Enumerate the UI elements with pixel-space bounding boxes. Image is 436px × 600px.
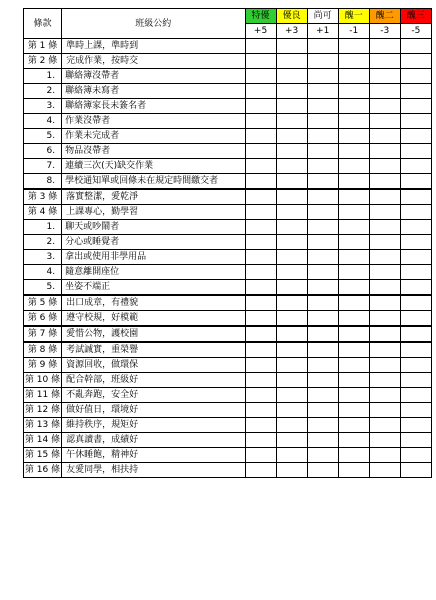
score-cell[interactable] xyxy=(369,99,400,114)
score-cell[interactable] xyxy=(369,326,400,342)
score-cell[interactable] xyxy=(338,280,369,296)
score-cell[interactable] xyxy=(276,114,307,129)
rule-row xyxy=(24,418,432,433)
rule-row xyxy=(24,358,432,373)
rule-row xyxy=(24,295,432,311)
sub-rule-number: 8. xyxy=(24,174,62,190)
rule-row xyxy=(24,433,432,448)
score-cell[interactable] xyxy=(400,433,431,448)
rule-number: 第 7 條 xyxy=(24,326,62,342)
score-cell[interactable] xyxy=(307,373,338,388)
score-cell[interactable] xyxy=(245,189,276,205)
score-cell[interactable] xyxy=(338,388,369,403)
score-cell[interactable] xyxy=(369,69,400,84)
score-cell[interactable] xyxy=(400,159,431,174)
score-cell[interactable] xyxy=(338,418,369,433)
score-cell[interactable] xyxy=(245,159,276,174)
sub-rule-row xyxy=(24,69,432,84)
score-cell[interactable] xyxy=(400,39,431,54)
rule-number: 第 2 條 xyxy=(24,54,62,69)
score-cell[interactable] xyxy=(307,280,338,296)
sub-rule-text: 作業未完成者 xyxy=(62,129,245,144)
score-cell[interactable] xyxy=(307,463,338,478)
score-cell[interactable] xyxy=(276,342,307,358)
level-label: 優良 xyxy=(276,9,307,24)
rule-number: 第 6 條 xyxy=(24,311,62,327)
score-cell[interactable] xyxy=(276,265,307,280)
score-cell[interactable] xyxy=(307,114,338,129)
rule-number: 第 15 條 xyxy=(24,448,62,463)
score-cell[interactable] xyxy=(307,99,338,114)
rules-body xyxy=(24,39,432,478)
score-cell[interactable] xyxy=(338,265,369,280)
rule-row xyxy=(24,311,432,327)
sub-rule-text: 物品沒帶者 xyxy=(62,144,245,159)
sub-rule-row xyxy=(24,280,432,296)
score-cell[interactable] xyxy=(369,174,400,190)
score-cell[interactable] xyxy=(338,144,369,159)
level-points: -1 xyxy=(338,24,369,39)
sub-rule-text: 隨意離開座位 xyxy=(62,265,245,280)
score-cell[interactable] xyxy=(276,69,307,84)
score-cell[interactable] xyxy=(307,235,338,250)
score-cell[interactable] xyxy=(307,39,338,54)
rule-text: 完成作業，按時交 xyxy=(62,54,245,69)
score-cell[interactable] xyxy=(276,373,307,388)
score-cell[interactable] xyxy=(338,129,369,144)
score-cell[interactable] xyxy=(307,129,338,144)
score-cell[interactable] xyxy=(369,84,400,99)
rule-number: 第 1 條 xyxy=(24,39,62,54)
rule-row xyxy=(24,342,432,358)
score-cell[interactable] xyxy=(245,295,276,311)
score-cell[interactable] xyxy=(245,69,276,84)
sub-rule-number: 3. xyxy=(24,250,62,265)
score-cell[interactable] xyxy=(307,311,338,327)
score-cell[interactable] xyxy=(338,99,369,114)
score-cell[interactable] xyxy=(245,144,276,159)
score-cell[interactable] xyxy=(338,463,369,478)
score-cell[interactable] xyxy=(338,311,369,327)
score-cell[interactable] xyxy=(369,295,400,311)
score-cell[interactable] xyxy=(369,373,400,388)
score-cell[interactable] xyxy=(400,144,431,159)
score-cell[interactable] xyxy=(369,114,400,129)
score-cell[interactable] xyxy=(307,250,338,265)
rule-text: 愛惜公物，護校園 xyxy=(62,326,245,342)
rule-row xyxy=(24,403,432,418)
score-cell[interactable] xyxy=(276,358,307,373)
level-points: +1 xyxy=(307,24,338,39)
score-cell[interactable] xyxy=(400,84,431,99)
score-cell[interactable] xyxy=(307,433,338,448)
rule-row xyxy=(24,448,432,463)
rule-text: 配合幹部，班級好 xyxy=(62,373,245,388)
score-cell[interactable] xyxy=(400,388,431,403)
rule-text: 遵守校規，好模範 xyxy=(62,311,245,327)
score-cell[interactable] xyxy=(307,388,338,403)
rule-number: 第 10 條 xyxy=(24,373,62,388)
score-cell[interactable] xyxy=(245,448,276,463)
rule-text: 不亂奔跑，安全好 xyxy=(62,388,245,403)
score-cell[interactable] xyxy=(338,403,369,418)
score-cell[interactable] xyxy=(276,220,307,235)
sub-rule-row xyxy=(24,220,432,235)
sub-rule-text: 聯絡簿未寫者 xyxy=(62,84,245,99)
rule-number: 第 16 條 xyxy=(24,463,62,478)
score-cell[interactable] xyxy=(276,388,307,403)
score-cell[interactable] xyxy=(369,388,400,403)
header-rule-label: 班級公約 xyxy=(62,9,245,39)
score-cell[interactable] xyxy=(369,463,400,478)
score-cell[interactable] xyxy=(276,418,307,433)
score-cell[interactable] xyxy=(400,295,431,311)
score-cell[interactable] xyxy=(369,129,400,144)
sub-rule-number: 2. xyxy=(24,235,62,250)
rule-text: 認真讀書，成績好 xyxy=(62,433,245,448)
score-cell[interactable] xyxy=(245,99,276,114)
sub-rule-number: 7. xyxy=(24,159,62,174)
rule-text: 落實整潔，愛乾淨 xyxy=(62,189,245,205)
score-cell[interactable] xyxy=(307,205,338,220)
score-cell[interactable] xyxy=(338,159,369,174)
rule-number: 第 9 條 xyxy=(24,358,62,373)
score-cell[interactable] xyxy=(276,403,307,418)
score-cell[interactable] xyxy=(276,295,307,311)
score-cell[interactable] xyxy=(276,174,307,190)
score-cell[interactable] xyxy=(400,205,431,220)
score-cell[interactable] xyxy=(276,189,307,205)
score-cell[interactable] xyxy=(276,205,307,220)
score-cell[interactable] xyxy=(245,174,276,190)
score-cell[interactable] xyxy=(400,403,431,418)
score-cell[interactable] xyxy=(245,463,276,478)
score-cell[interactable] xyxy=(338,342,369,358)
score-cell[interactable] xyxy=(338,433,369,448)
score-cell[interactable] xyxy=(400,311,431,327)
rule-row xyxy=(24,205,432,220)
sub-rule-text: 拿出或使用非學用品 xyxy=(62,250,245,265)
score-cell[interactable] xyxy=(369,311,400,327)
score-cell[interactable] xyxy=(369,265,400,280)
score-cell[interactable] xyxy=(307,342,338,358)
score-cell[interactable] xyxy=(400,235,431,250)
score-cell[interactable] xyxy=(400,463,431,478)
level-points: -3 xyxy=(369,24,400,39)
score-cell[interactable] xyxy=(338,358,369,373)
score-cell[interactable] xyxy=(245,433,276,448)
level-points: -5 xyxy=(400,24,431,39)
score-cell[interactable] xyxy=(400,69,431,84)
sub-rule-number: 4. xyxy=(24,114,62,129)
rule-text: 考試誠實，重榮譽 xyxy=(62,342,245,358)
score-cell[interactable] xyxy=(369,403,400,418)
score-cell[interactable] xyxy=(369,159,400,174)
score-cell[interactable] xyxy=(245,250,276,265)
score-cell[interactable] xyxy=(400,342,431,358)
sub-rule-row xyxy=(24,99,432,114)
score-cell[interactable] xyxy=(276,129,307,144)
score-cell[interactable] xyxy=(400,174,431,190)
sub-rule-text: 聊天或吵鬧者 xyxy=(62,220,245,235)
rule-text: 上課專心，勤學習 xyxy=(62,205,245,220)
score-cell[interactable] xyxy=(276,250,307,265)
sub-rule-number: 5. xyxy=(24,129,62,144)
rule-number: 第 8 條 xyxy=(24,342,62,358)
score-cell[interactable] xyxy=(400,220,431,235)
score-cell[interactable] xyxy=(338,205,369,220)
score-cell[interactable] xyxy=(276,448,307,463)
level-label: 尚可 xyxy=(307,9,338,24)
score-cell[interactable] xyxy=(307,69,338,84)
score-cell[interactable] xyxy=(276,235,307,250)
score-cell[interactable] xyxy=(245,311,276,327)
sub-rule-number: 4. xyxy=(24,265,62,280)
sub-rule-row xyxy=(24,144,432,159)
score-cell[interactable] xyxy=(307,54,338,69)
rule-number: 第 14 條 xyxy=(24,433,62,448)
score-cell[interactable] xyxy=(307,418,338,433)
sub-rule-row xyxy=(24,114,432,129)
rule-row xyxy=(24,39,432,54)
level-label: 醜一 xyxy=(338,9,369,24)
score-cell[interactable] xyxy=(369,189,400,205)
sub-rule-number: 6. xyxy=(24,144,62,159)
rule-number: 第 4 條 xyxy=(24,205,62,220)
score-cell[interactable] xyxy=(307,265,338,280)
sub-rule-row xyxy=(24,250,432,265)
sub-rule-row xyxy=(24,265,432,280)
score-cell[interactable] xyxy=(307,448,338,463)
score-cell[interactable] xyxy=(400,280,431,296)
rule-text: 資源回收，做環保 xyxy=(62,358,245,373)
score-cell[interactable] xyxy=(276,144,307,159)
score-cell[interactable] xyxy=(245,205,276,220)
score-cell[interactable] xyxy=(400,250,431,265)
score-cell[interactable] xyxy=(245,265,276,280)
score-cell[interactable] xyxy=(276,433,307,448)
score-cell[interactable] xyxy=(307,189,338,205)
score-cell[interactable] xyxy=(369,220,400,235)
level-label: 特優 xyxy=(245,9,276,24)
score-cell[interactable] xyxy=(369,205,400,220)
score-cell[interactable] xyxy=(307,159,338,174)
score-cell[interactable] xyxy=(400,114,431,129)
score-cell[interactable] xyxy=(276,54,307,69)
score-cell[interactable] xyxy=(307,358,338,373)
score-cell[interactable] xyxy=(338,69,369,84)
score-cell[interactable] xyxy=(338,295,369,311)
score-cell[interactable] xyxy=(245,403,276,418)
score-cell[interactable] xyxy=(338,54,369,69)
sub-rule-text: 學校通知單或回條未在規定時間繳交者 xyxy=(62,174,245,190)
sub-rule-row xyxy=(24,174,432,190)
score-cell[interactable] xyxy=(307,403,338,418)
score-cell[interactable] xyxy=(307,220,338,235)
rule-text: 做好值日，環境好 xyxy=(62,403,245,418)
score-cell[interactable] xyxy=(276,311,307,327)
sub-rule-text: 分心或睡覺者 xyxy=(62,235,245,250)
score-cell[interactable] xyxy=(276,99,307,114)
sub-rule-number: 3. xyxy=(24,99,62,114)
sub-rule-text: 聯絡簿家長未簽名者 xyxy=(62,99,245,114)
score-cell[interactable] xyxy=(400,54,431,69)
score-cell[interactable] xyxy=(245,39,276,54)
score-cell[interactable] xyxy=(307,144,338,159)
score-cell[interactable] xyxy=(369,54,400,69)
score-cell[interactable] xyxy=(338,326,369,342)
score-cell[interactable] xyxy=(338,235,369,250)
score-cell[interactable] xyxy=(276,39,307,54)
score-cell[interactable] xyxy=(400,129,431,144)
sub-rule-text: 連續三次(天)缺交作業 xyxy=(62,159,245,174)
rule-row xyxy=(24,373,432,388)
score-cell[interactable] xyxy=(369,144,400,159)
score-cell[interactable] xyxy=(245,54,276,69)
score-cell[interactable] xyxy=(369,250,400,265)
rule-text: 維持秩序，規矩好 xyxy=(62,418,245,433)
level-points: +3 xyxy=(276,24,307,39)
rule-text: 準時上課，準時到 xyxy=(62,39,245,54)
score-cell[interactable] xyxy=(369,433,400,448)
score-cell[interactable] xyxy=(307,174,338,190)
rule-text: 出口成章，有禮貌 xyxy=(62,295,245,311)
score-cell[interactable] xyxy=(338,373,369,388)
score-cell[interactable] xyxy=(245,84,276,99)
score-cell[interactable] xyxy=(338,250,369,265)
rule-row xyxy=(24,388,432,403)
level-points: +5 xyxy=(245,24,276,39)
score-cell[interactable] xyxy=(369,342,400,358)
score-cell[interactable] xyxy=(369,280,400,296)
score-cell[interactable] xyxy=(338,189,369,205)
rule-number: 第 12 條 xyxy=(24,403,62,418)
score-cell[interactable] xyxy=(245,418,276,433)
rule-row xyxy=(24,463,432,478)
score-cell[interactable] xyxy=(276,463,307,478)
score-cell[interactable] xyxy=(338,39,369,54)
header-no-label: 條款 xyxy=(24,9,62,39)
rule-row xyxy=(24,326,432,342)
rule-text: 午休睡飽，精神好 xyxy=(62,448,245,463)
header-row-levels xyxy=(24,9,432,24)
score-cell[interactable] xyxy=(276,84,307,99)
score-cell[interactable] xyxy=(369,235,400,250)
score-cell[interactable] xyxy=(276,159,307,174)
sub-rule-row xyxy=(24,84,432,99)
score-cell[interactable] xyxy=(245,342,276,358)
score-cell[interactable] xyxy=(338,84,369,99)
sub-rule-text: 坐姿不端正 xyxy=(62,280,245,296)
score-cell[interactable] xyxy=(245,326,276,342)
sub-rule-row xyxy=(24,235,432,250)
sub-rule-number: 1. xyxy=(24,69,62,84)
score-cell[interactable] xyxy=(369,358,400,373)
sub-rule-number: 1. xyxy=(24,220,62,235)
rule-number: 第 13 條 xyxy=(24,418,62,433)
rule-row xyxy=(24,54,432,69)
score-cell[interactable] xyxy=(338,114,369,129)
rule-number: 第 5 條 xyxy=(24,295,62,311)
score-cell[interactable] xyxy=(400,373,431,388)
score-cell[interactable] xyxy=(307,326,338,342)
score-cell[interactable] xyxy=(245,358,276,373)
score-cell[interactable] xyxy=(245,388,276,403)
score-cell[interactable] xyxy=(245,373,276,388)
score-cell[interactable] xyxy=(369,39,400,54)
score-cell[interactable] xyxy=(400,265,431,280)
score-cell[interactable] xyxy=(245,235,276,250)
rule-number: 第 11 條 xyxy=(24,388,62,403)
score-cell[interactable] xyxy=(369,418,400,433)
sub-rule-text: 作業沒帶者 xyxy=(62,114,245,129)
rule-row xyxy=(24,189,432,205)
score-cell[interactable] xyxy=(245,129,276,144)
sub-rule-row xyxy=(24,129,432,144)
score-cell[interactable] xyxy=(400,418,431,433)
score-cell[interactable] xyxy=(400,326,431,342)
score-cell[interactable] xyxy=(338,174,369,190)
class-rules-table xyxy=(23,8,432,478)
score-cell[interactable] xyxy=(276,326,307,342)
level-label: 醜二 xyxy=(369,9,400,24)
rule-number: 第 3 條 xyxy=(24,189,62,205)
score-cell[interactable] xyxy=(245,114,276,129)
score-cell[interactable] xyxy=(338,448,369,463)
score-cell[interactable] xyxy=(400,448,431,463)
score-cell[interactable] xyxy=(400,189,431,205)
score-cell[interactable] xyxy=(245,220,276,235)
sub-rule-row xyxy=(24,159,432,174)
score-cell[interactable] xyxy=(400,99,431,114)
level-label: 醜三 xyxy=(400,9,431,24)
score-cell[interactable] xyxy=(307,84,338,99)
score-cell[interactable] xyxy=(307,295,338,311)
score-cell[interactable] xyxy=(338,220,369,235)
score-cell[interactable] xyxy=(400,358,431,373)
score-cell[interactable] xyxy=(276,280,307,296)
sub-rule-text: 聯絡簿沒帶者 xyxy=(62,69,245,84)
score-cell[interactable] xyxy=(245,280,276,296)
sub-rule-number: 2. xyxy=(24,84,62,99)
sub-rule-number: 5. xyxy=(24,280,62,296)
rule-text: 友愛同學，相扶持 xyxy=(62,463,245,478)
score-cell[interactable] xyxy=(369,448,400,463)
